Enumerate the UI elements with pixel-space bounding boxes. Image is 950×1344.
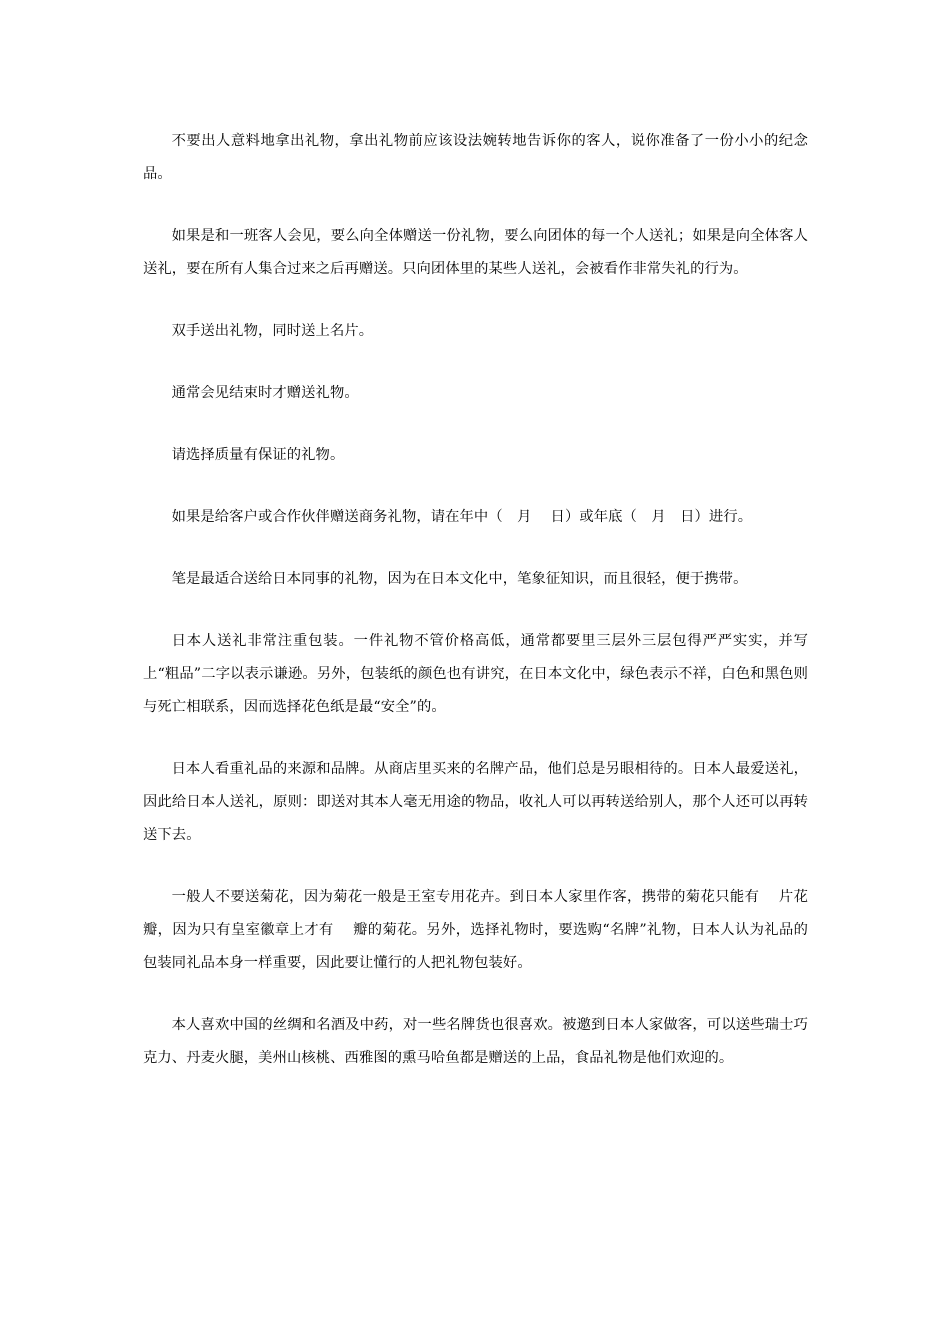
paragraph: 日本人看重礼品的来源和品牌。从商店里买来的名牌产品，他们总是另眼相待的。日本人最爱送礼，因此给日本人送礼，原则：即送对其本人毫无用途的物品，收礼人可以再转送给别人，那个人还可以再转送下去。 [143,761,808,843]
paragraph: 如果是给客户或合作伙伴赠送商务礼物，请在年中（ 月 日）或年底（ 月 日）进行。 [171,509,753,525]
paragraph: 通常会见结束时才赠送礼物。 [171,385,359,401]
paragraph: 本人喜欢中国的丝绸和名酒及中药，对一些名牌货也很喜欢。被邀到日本人家做客，可以送些瑞士巧克力、丹麦火腿，美州山核桃、西雅图的熏马哈鱼都是赠送的上品，食品礼物是他们欢迎的。 [143,1017,808,1066]
paragraph: 不要出人意料地拿出礼物，拿出礼物前应该设法婉转地告诉你的客人，说你准备了一份小小的纪念品。 [143,133,808,182]
paragraph: 笔是最适合送给日本同事的礼物，因为在日本文化中，笔象征知识，而且很轻，便于携带。 [171,571,748,587]
paragraph: 如果是和一班客人会见，要么向全体赠送一份礼物，要么向团体的每一个人送礼；如果是向全体客人送礼，要在所有人集合过来之后再赠送。只向团体里的某些人送礼，会被看作非常失礼的行为。 [143,228,808,277]
paragraph: 双手送出礼物，同时送上名片。 [171,323,374,339]
paragraph: 请选择质量有保证的礼物。 [171,447,345,463]
paragraph: 日本人送礼非常注重包装。一件礼物不管价格高低，通常都要里三层外三层包得严严实实，并写上“粗品”二字以表示谦逊。另外，包装纸的颜色也有讲究，在日本文化中，绿色表示不祥，白色和黑色则与死亡相联系，因而选择花色纸是最“安全”的。 [143,633,808,715]
paragraph: 一般人不要送菊花，因为菊花一般是王室专用花卉。到日本人家里作客，携带的菊花只能有 片花瓣，因为只有皇室徽章上才有 瓣的菊花。另外，选择礼物时，要选购“名牌”礼物，日本人认为礼品的包装同礼品本身一样重要，因此要让懂行的人把礼物包装好。 [143,889,808,971]
document-body [143,125,808,1104]
